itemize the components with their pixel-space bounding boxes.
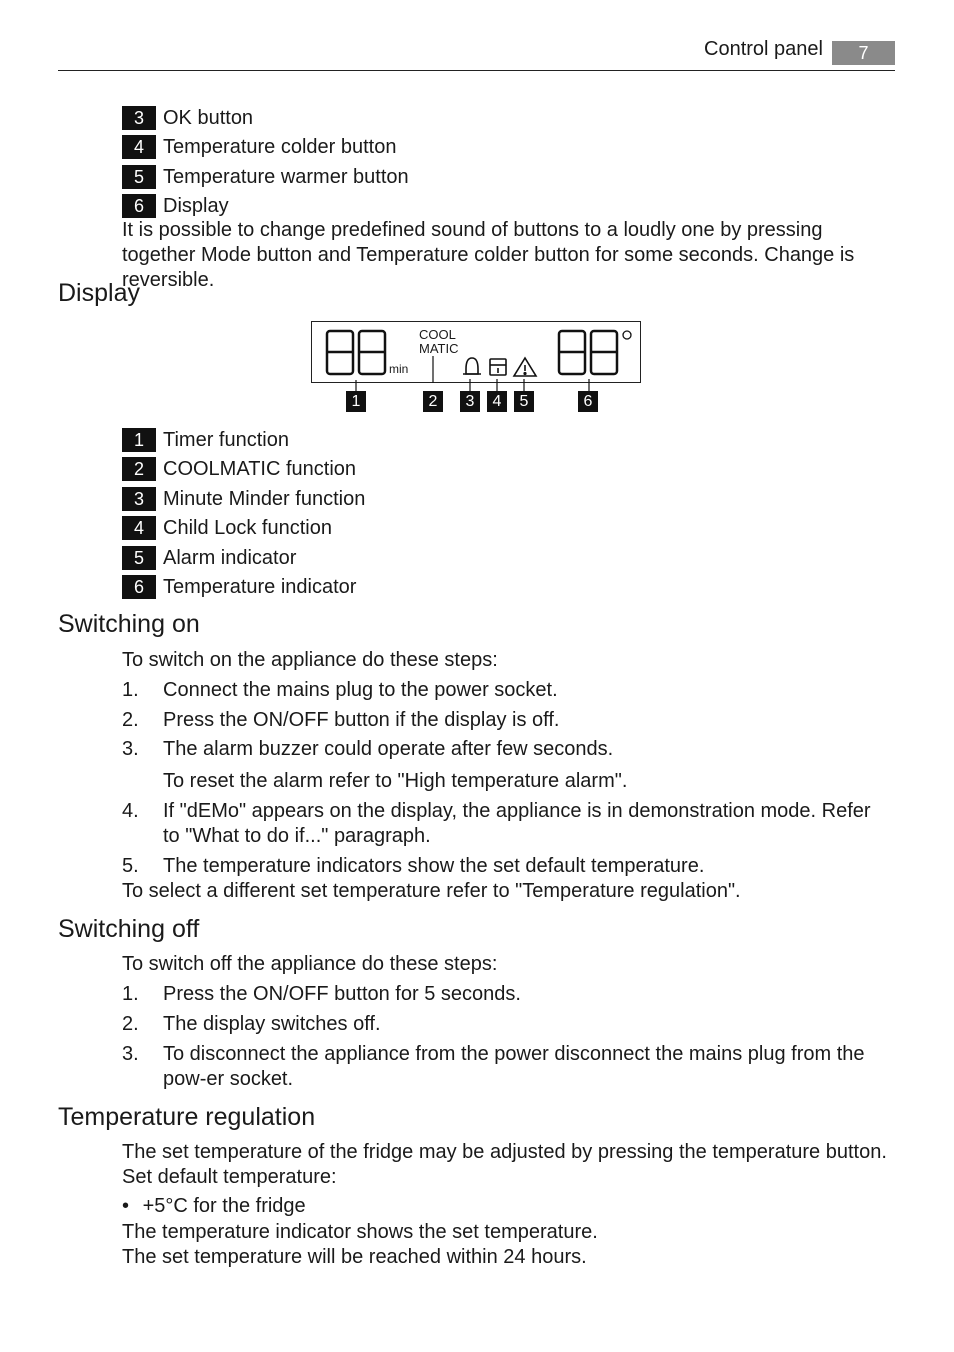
step-text: Connect the mains plug to the power socket. [163, 679, 558, 701]
switching-on-outro: To select a different set temperature refer to "Temperature regulation". [122, 880, 741, 902]
switching-off-intro: To switch off the appliance do these steps: [122, 953, 498, 975]
switching-on-heading: Switching on [58, 610, 200, 638]
step-text: Press the ON/OFF button for 5 seconds. [163, 983, 521, 1005]
item-label: Display [163, 194, 229, 217]
callout-5: 5 [514, 391, 534, 412]
item-number: 6 [122, 194, 156, 218]
step-number: 2. [122, 709, 139, 731]
bullet-text: +5°C for the fridge [142, 1195, 306, 1217]
bullet-dot-icon: • [122, 1195, 130, 1217]
item-label: Temperature colder button [163, 135, 397, 158]
item-number: 2 [122, 457, 156, 481]
page-number: 7 [832, 41, 895, 65]
item-label: COOLMATIC function [163, 457, 357, 480]
display-legend-item [122, 515, 332, 541]
display-legend-item [122, 486, 365, 512]
temp-para-2: Set default temperature: [122, 1166, 337, 1188]
step-number: 2. [122, 1013, 139, 1035]
item-number: 5 [122, 165, 156, 189]
step-text: The temperature indicators show the set default temperature. [163, 855, 705, 877]
item-number: 5 [122, 546, 156, 570]
display-legend-item [122, 456, 356, 482]
callout-leaders [0, 0, 954, 420]
step-text: The alarm buzzer could operate after few seconds. [163, 738, 614, 760]
item-number: 4 [122, 516, 156, 540]
item-number: 1 [122, 428, 156, 452]
min-unit-label: min [389, 362, 409, 376]
coolmatic-label-line1: COOL [419, 327, 456, 342]
step-number: 3. [122, 738, 139, 760]
step-text: To disconnect the appliance from the power disconnect the mains plug from the pow-er socket. [163, 1043, 865, 1090]
coolmatic-label-line2: MATIC [419, 341, 459, 356]
item-label: Timer function [163, 428, 289, 451]
callout-2: 2 [423, 391, 443, 412]
item-number: 6 [122, 575, 156, 599]
display-legend-item [122, 574, 356, 600]
item-label: Minute Minder function [163, 487, 366, 510]
temperature-regulation-heading: Temperature regulation [58, 1103, 316, 1131]
item-number: 4 [122, 135, 156, 159]
callout-1: 1 [346, 391, 366, 412]
display-legend-item [122, 545, 296, 571]
page-header-title: Control panel [704, 38, 823, 60]
temp-para-4: The set temperature will be reached within 24 hours. [122, 1246, 587, 1268]
item-label: Alarm indicator [163, 546, 297, 569]
step-number: 5. [122, 855, 139, 877]
step-number: 4. [122, 800, 139, 822]
item-label: Child Lock function [163, 516, 332, 539]
step-number: 1. [122, 679, 139, 701]
step-number: 1. [122, 983, 139, 1005]
step-text: To reset the alarm refer to "High temperature alarm". [163, 770, 628, 792]
step-text: If "dEMo" appears on the display, the appliance is in demonstration mode. Refer to "What to do if..." paragraph. [163, 800, 871, 847]
switching-off-heading: Switching off [58, 915, 200, 943]
temp-para-1: The set temperature of the fridge may be adjusted by pressing the temperature button. [122, 1141, 887, 1163]
switching-on-intro: To switch on the appliance do these steps: [122, 649, 498, 671]
display-legend-item [122, 427, 289, 453]
callout-6: 6 [578, 391, 598, 412]
sound-note: It is possible to change predefined sound of buttons to a loudly one by pressing together Mode button and Temperature colder button for some seconds. Change is reversible. [122, 219, 855, 291]
display-heading: Display [58, 279, 140, 307]
item-label: OK button [163, 106, 254, 129]
step-number: 3. [122, 1043, 139, 1065]
step-text: The display switches off. [163, 1013, 381, 1035]
temp-para-3: The temperature indicator shows the set temperature. [122, 1221, 598, 1243]
item-label: Temperature indicator [163, 575, 357, 598]
item-number: 3 [122, 487, 156, 511]
bullet-item [122, 1195, 306, 1218]
callout-3: 3 [460, 391, 480, 412]
callout-4: 4 [487, 391, 507, 412]
step-text: Press the ON/OFF button if the display is off. [163, 709, 560, 731]
item-number: 3 [122, 106, 156, 130]
item-label: Temperature warmer button [163, 165, 409, 188]
